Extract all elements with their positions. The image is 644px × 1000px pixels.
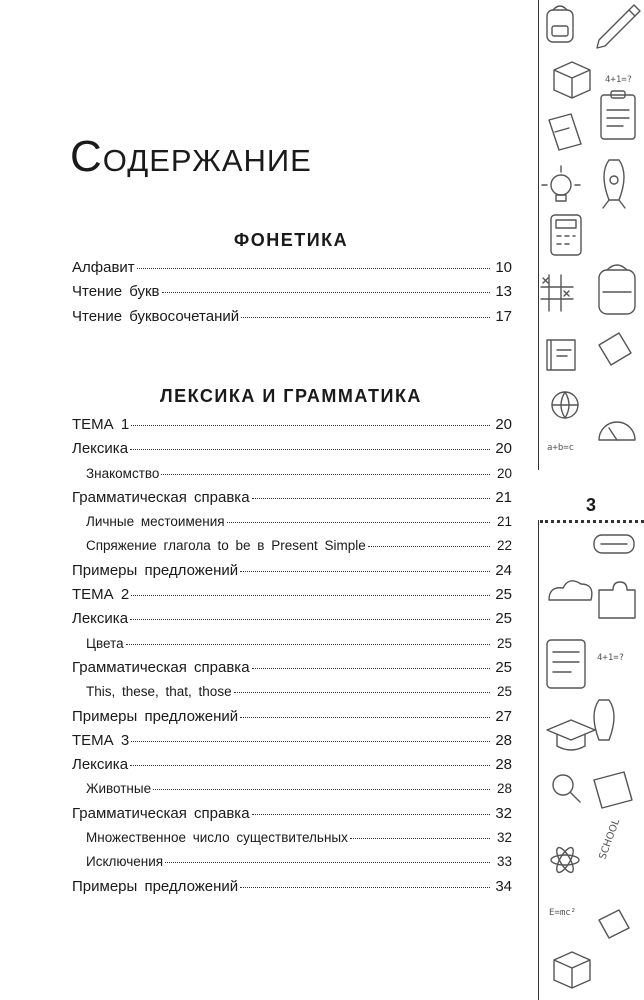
toc-list-phonetics xyxy=(72,256,512,329)
toc-entry-label: Личные местоимения xyxy=(86,514,225,530)
toc-entry-page: 32 xyxy=(496,830,512,846)
divider-dotted-bottom xyxy=(540,520,644,523)
toc-entry-page: 20 xyxy=(495,440,512,458)
protractor-icon xyxy=(599,422,635,440)
toc-dot-leader xyxy=(252,804,490,815)
page-number: 3 xyxy=(538,470,644,520)
eraser-icon-2 xyxy=(599,910,629,938)
toc-list-lexicon-grammar xyxy=(72,413,512,899)
toc-entry-label: Примеры предложений xyxy=(72,877,239,895)
toc-dot-leader xyxy=(162,282,490,293)
toc-dot-leader xyxy=(126,634,490,645)
toc-entry-label: Чтение буквосочетаний xyxy=(72,307,240,325)
toc-entry-label: Цвета xyxy=(86,635,124,651)
toc-entry-label: This, these, that, those xyxy=(86,684,232,700)
toc-entry xyxy=(72,875,512,899)
clipboard-icon xyxy=(601,91,635,139)
doodle-text-school: SCHOOL xyxy=(597,817,623,862)
toc-dot-leader xyxy=(240,707,490,718)
toc-subentry xyxy=(72,534,512,558)
toc-entry-label: Грамматическая справка xyxy=(72,804,250,822)
graduation-cap-icon xyxy=(547,720,595,750)
toc-dot-leader xyxy=(161,464,490,475)
pencil-icon xyxy=(597,5,640,48)
toc-subentry xyxy=(72,777,512,801)
lightbulb-icon xyxy=(542,166,580,201)
doodle-text-math-2: 4+1=? xyxy=(597,653,625,663)
toc-entry-label: ТЕМА 2 xyxy=(72,586,130,604)
tic-tac-toe-icon xyxy=(541,275,573,311)
section-heading-lexicon-grammar: ЛЕКСИКА И ГРАММАТИКА xyxy=(160,386,422,406)
toc-dot-leader xyxy=(165,852,490,863)
toc-entry xyxy=(72,656,512,680)
toc-entry xyxy=(72,559,512,583)
toc-dot-leader xyxy=(252,658,490,669)
toc-entry xyxy=(72,437,512,461)
toc-entry-label: Лексика xyxy=(72,440,129,458)
toc-entry-label: Примеры предложений xyxy=(72,707,239,725)
toc-entry-page: 13 xyxy=(495,283,512,301)
rocket-icon-2 xyxy=(594,700,614,740)
toc-entry-page: 32 xyxy=(495,804,512,822)
rocket-icon xyxy=(603,160,625,208)
toc-entry-page: 25 xyxy=(495,658,512,676)
toc-entry-page: 28 xyxy=(496,781,512,797)
toc-dot-leader xyxy=(137,258,490,269)
toc-dot-leader xyxy=(234,682,490,693)
scroll-icon xyxy=(594,535,634,553)
page-title: Содержание xyxy=(70,132,312,181)
toc-dot-leader xyxy=(368,536,490,547)
toc-entry-page: 34 xyxy=(495,877,512,895)
toc-dot-leader xyxy=(131,415,490,426)
toc-dot-leader xyxy=(240,877,490,888)
toc-dot-leader xyxy=(252,488,490,499)
clipboard-icon-2 xyxy=(547,640,585,688)
doodle-text-formula: a+b=c xyxy=(547,443,575,453)
toc-entry-page: 22 xyxy=(496,538,512,554)
doodle-text-emc2: E=mc² xyxy=(549,908,577,918)
toc-subentry xyxy=(72,826,512,850)
cube-icon-2 xyxy=(554,952,590,988)
toc-entry xyxy=(72,753,512,777)
backpack-icon xyxy=(547,6,573,42)
toc-entry-label: Спряжение глагола to be в Present Simple xyxy=(86,538,366,554)
toc-entry-label: ТЕМА 3 xyxy=(72,731,130,749)
globe-icon xyxy=(552,392,578,418)
toc-dot-leader xyxy=(153,779,490,790)
toc-dot-leader xyxy=(131,731,490,742)
toc-dot-leader xyxy=(350,828,490,839)
toc-entry-label: Знакомство xyxy=(86,465,160,481)
toc-entry xyxy=(72,413,512,437)
toc-entry xyxy=(72,607,512,631)
toc-entry-label: Лексика xyxy=(72,610,129,628)
toc-entry-page: 28 xyxy=(495,731,512,749)
book-icon-2 xyxy=(594,772,632,808)
toc-entry-page: 28 xyxy=(495,756,512,774)
toc-entry-page: 25 xyxy=(496,684,512,700)
toc-entry-page: 33 xyxy=(496,854,512,870)
toc-entry xyxy=(72,729,512,753)
toc-subentry xyxy=(72,850,512,874)
toc-entry xyxy=(72,705,512,729)
toc-dot-leader xyxy=(227,512,490,523)
toc-subentry xyxy=(72,462,512,486)
toc-dot-leader xyxy=(241,307,490,318)
eraser-icon xyxy=(599,333,631,365)
toc-dot-leader xyxy=(130,755,490,766)
magnifier-icon xyxy=(553,775,580,802)
school-bag-icon xyxy=(549,114,581,150)
toc-entry-page: 25 xyxy=(496,635,512,651)
toc-entry-page: 25 xyxy=(495,610,512,628)
toc-entry-label: Множественное число существительных xyxy=(86,830,348,846)
toc-entry xyxy=(72,583,512,607)
toc-entry-label: Грамматическая справка xyxy=(72,488,250,506)
toc-entry-page: 20 xyxy=(495,416,512,433)
toc-dot-leader xyxy=(130,609,490,620)
toc-entry-page: 21 xyxy=(496,514,512,530)
toc-subentry xyxy=(72,632,512,656)
calculator-icon xyxy=(551,215,581,255)
section-heading-phonetics: ФОНЕТИКА xyxy=(233,230,349,250)
toc-entry-label: Лексика xyxy=(72,756,129,774)
book-icon xyxy=(547,340,575,370)
puzzle-icon xyxy=(599,582,635,618)
toc-entry xyxy=(72,486,512,510)
toc-entry xyxy=(72,256,512,280)
toc-entry xyxy=(72,280,512,304)
toc-entry-page: 21 xyxy=(495,488,512,506)
toc-entry-label: Исключения xyxy=(86,854,164,870)
toc-entry-label: Чтение букв xyxy=(72,283,160,301)
doodle-text-math: 4+1=? xyxy=(605,75,633,85)
toc-entry xyxy=(72,305,512,329)
toc-entry-page: 27 xyxy=(495,707,512,725)
toc-entry-page: 20 xyxy=(496,465,512,481)
toc-subentry xyxy=(72,680,512,704)
toc-entry-page: 25 xyxy=(495,586,512,604)
cube-icon xyxy=(554,62,590,98)
toc-entry-label: Животные xyxy=(86,781,152,797)
cloud-icon xyxy=(549,581,592,600)
toc-entry-page: 24 xyxy=(495,561,512,579)
atom-icon xyxy=(551,845,579,874)
toc-entry-label: Грамматическая справка xyxy=(72,658,250,676)
toc-subentry xyxy=(72,510,512,534)
toc-entry-page: 10 xyxy=(495,259,512,276)
toc-dot-leader xyxy=(131,585,490,596)
toc-entry-label: ТЕМА 1 xyxy=(72,416,130,433)
toc-entry-label: Алфавит xyxy=(72,259,135,276)
toc-dot-leader xyxy=(240,561,490,572)
toc-entry-page: 17 xyxy=(495,307,512,325)
toc-entry xyxy=(72,802,512,826)
toc-dot-leader xyxy=(130,439,490,450)
toc-entry-label: Примеры предложений xyxy=(72,561,239,579)
backpack-icon-2 xyxy=(599,265,635,314)
